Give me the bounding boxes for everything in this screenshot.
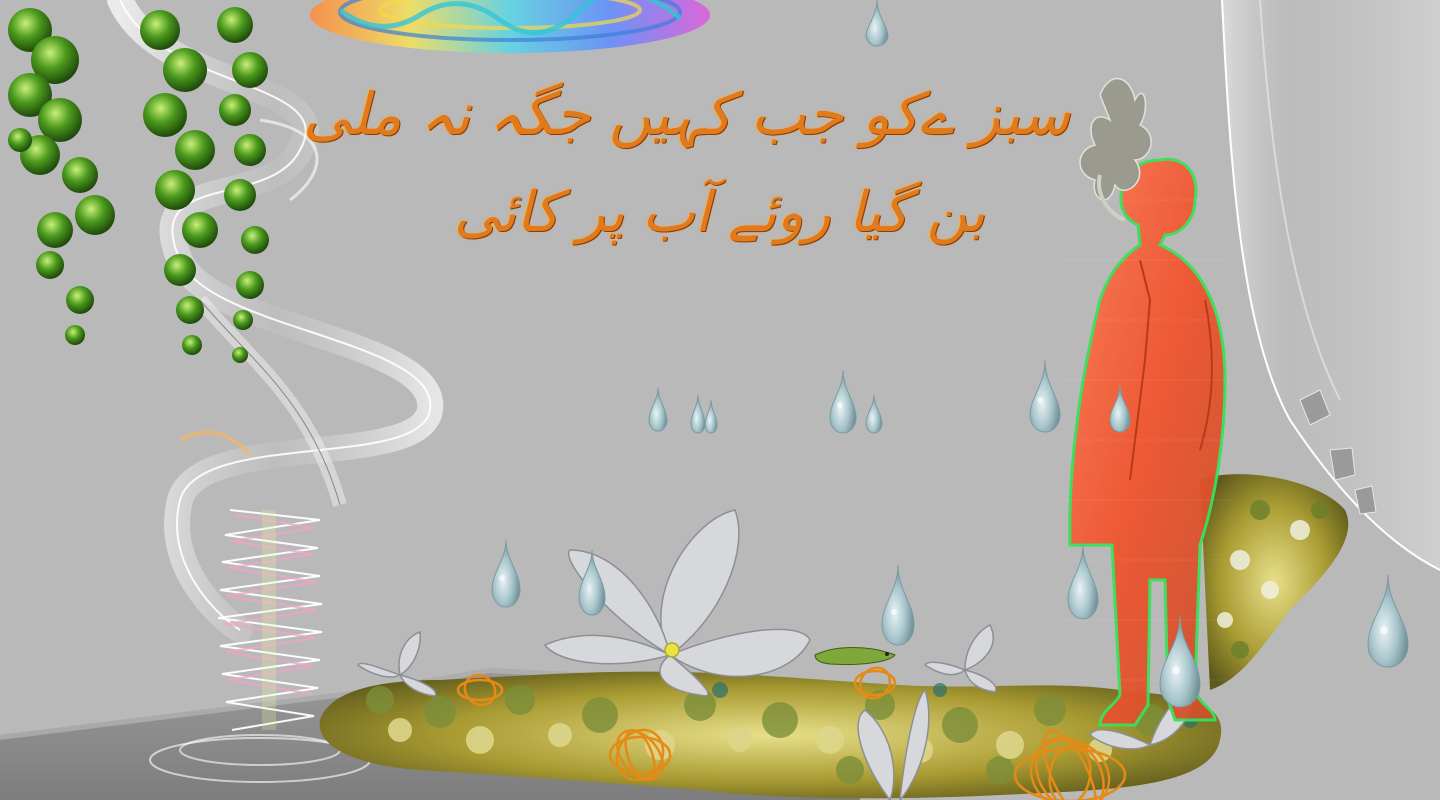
poem-line-2: بن گیا روئے آب پر کائی [453, 180, 985, 245]
poem-line-1: سبز ےکو جب کہیں جگہ نہ ملی [303, 80, 1070, 148]
